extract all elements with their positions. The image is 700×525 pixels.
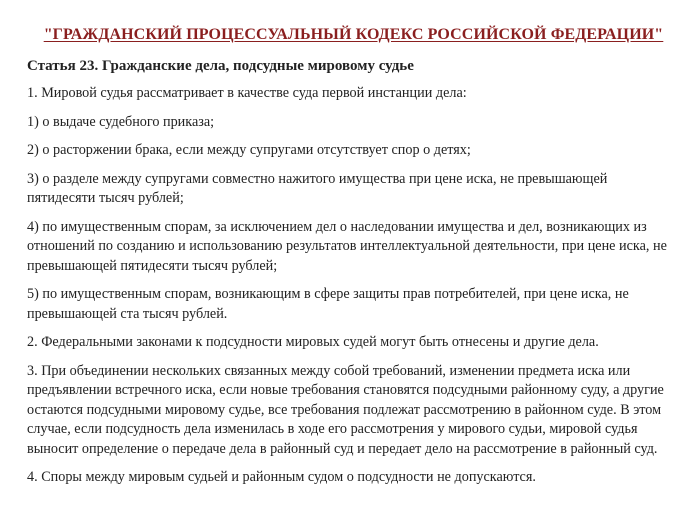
document-title: "ГРАЖДАНСКИЙ ПРОЦЕССУАЛЬНЫЙ КОДЕКС РОССИЙСКОЙ ФЕДЕРАЦИИ" [43, 26, 664, 43]
paragraph-item-1: 1) о выдаче судебного приказа; [27, 113, 215, 130]
paragraph-item-5: 5) по имущественным спорам, возникающим в сфере защиты прав потребителей, при цене иска, не превышающей ста тысяч рублей. [27, 286, 629, 322]
paragraph-3: 3. При объединении нескольких связанных между собой требований, изменении предмета иска или предъявлении встречного иска, если новые требования становятся подсудными районному суду, а другие остаются подсудными мировому судье, все требования подлежат рассмотрению в районном суде. В этом случае, если подсудность дела изменилась в ходе его рассмотрения у мирового судьи, мировой судья выносит определение о передаче дела в районный суд и передает дело на рассмотрение в районный суд. [27, 362, 664, 457]
paragraph-1: 1. Мировой судья рассматривает в качестве суда первой инстанции дела: [27, 85, 467, 101]
paragraph-2: 2. Федеральными законами к подсудности мировых судей могут быть отнесены и другие дела. [27, 334, 599, 350]
paragraph-item-4: 4) по имущественным спорам, за исключением дел о наследовании имущества и дел, возникающих из отношений по созданию и использованию результатов интеллектуальной деятельности, при цене иска, не превышающей пятидесяти тысяч рублей; [27, 218, 667, 274]
paragraph-4: 4. Споры между мировым судьей и районным судом о подсудности не допускаются. [27, 469, 536, 485]
paragraph-item-3: 3) о разделе между супругами совместно нажитого имущества при цене иска, не превышающей пятидесяти тысяч рублей; [27, 170, 608, 206]
article-heading: Статья 23. Гражданские дела, подсудные мировому судье [27, 58, 414, 74]
paragraph-item-2: 2) о расторжении брака, если между супругами отсутствует спор о детях; [27, 142, 471, 158]
